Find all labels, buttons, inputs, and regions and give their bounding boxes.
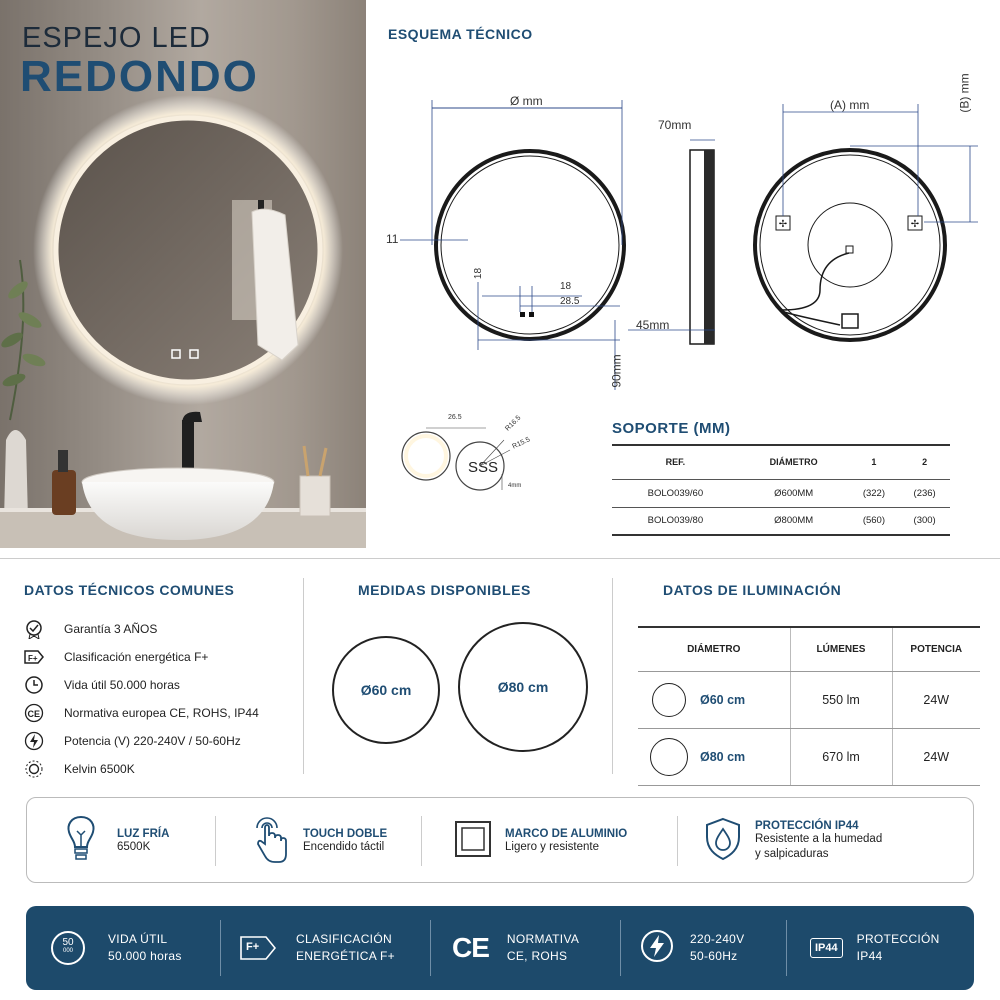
divider bbox=[620, 920, 621, 976]
divider bbox=[677, 816, 678, 866]
sizes-heading: MEDIDAS DISPONIBLES bbox=[358, 582, 531, 598]
divider bbox=[612, 578, 613, 774]
spec-text: Vida útil 50.000 horas bbox=[64, 678, 180, 692]
dim-45: 45mm bbox=[636, 318, 670, 332]
divider bbox=[220, 920, 221, 976]
dim-a: (A) mm bbox=[830, 98, 870, 112]
lighting-power: 24W bbox=[892, 671, 980, 728]
svg-text:✢: ✢ bbox=[778, 219, 788, 230]
technical-drawing bbox=[370, 60, 1000, 400]
dim-70: 70mm bbox=[658, 118, 692, 132]
table-cell: Ø600MM bbox=[739, 479, 849, 507]
dim-diameter: Ø mm bbox=[510, 94, 543, 108]
feature-title: PROTECCIÓN IP44 bbox=[755, 820, 859, 832]
dim-18-vertical: 18 bbox=[473, 267, 485, 280]
highlights-bar bbox=[26, 906, 974, 990]
lighting-table bbox=[638, 626, 980, 786]
highlight-power bbox=[640, 906, 744, 990]
support-heading: SOPORTE (MM) bbox=[612, 420, 731, 437]
feature-desc: 6500K bbox=[117, 840, 151, 853]
ce-mark-icon bbox=[24, 703, 44, 723]
divider bbox=[430, 920, 431, 976]
lighting-table-header bbox=[638, 627, 980, 671]
svg-text:✢: ✢ bbox=[910, 219, 920, 230]
highlight-line2: ENERGÉTICA F+ bbox=[296, 949, 395, 963]
lighting-lumens: 550 lm bbox=[790, 671, 892, 728]
lighting-col-power: POTENCIA bbox=[892, 627, 980, 671]
dim-18-horizontal: 18 bbox=[560, 281, 572, 292]
table-row bbox=[612, 507, 950, 535]
highlight-lifetime bbox=[50, 906, 182, 990]
lighting-heading: DATOS DE ILUMINACIÓN bbox=[663, 582, 842, 598]
icon-subtext: 000 bbox=[62, 948, 73, 954]
spec-power bbox=[24, 731, 241, 751]
feature-desc: Resistente a la humedad bbox=[755, 833, 883, 845]
support-col-diameter: DIÁMETRO bbox=[739, 445, 849, 479]
highlight-line1: NORMATIVA bbox=[506, 932, 580, 946]
dim-b: (B) mm bbox=[957, 73, 972, 113]
feature-cold-light bbox=[65, 798, 169, 884]
ce-icon: CE bbox=[452, 932, 489, 963]
common-heading: DATOS TÉCNICOS COMUNES bbox=[24, 582, 235, 598]
feature-desc: Ligero y resistente bbox=[505, 840, 599, 853]
table-cell: Ø800MM bbox=[739, 507, 849, 535]
lighting-diameter: Ø60 cm bbox=[700, 692, 746, 707]
feature-title: LUZ FRÍA bbox=[117, 827, 170, 840]
table-cell: (236) bbox=[899, 479, 950, 507]
svg-text:F+: F+ bbox=[28, 654, 38, 663]
sun-icon bbox=[24, 759, 44, 779]
clock-icon bbox=[24, 675, 44, 695]
lighting-col-lumens: LÚMENES bbox=[790, 627, 892, 671]
table-cell: BOLO039/60 bbox=[612, 479, 739, 507]
lighting-col-diameter: DIÁMETRO bbox=[638, 627, 790, 671]
f-plus-icon bbox=[240, 936, 276, 960]
divider bbox=[0, 558, 1000, 559]
dim-11: 11 bbox=[386, 232, 399, 246]
energy-label-icon bbox=[24, 647, 44, 667]
ip44-icon: IP44 bbox=[810, 938, 843, 958]
lifetime-50000-icon bbox=[50, 930, 86, 966]
support-col-2: 2 bbox=[899, 445, 950, 479]
divider bbox=[303, 578, 304, 774]
bracket-dim-4mm: 4mm bbox=[508, 483, 522, 489]
feature-title: TOUCH DOBLE bbox=[303, 827, 388, 840]
feature-touch bbox=[253, 798, 387, 884]
dim-28-5: 28.5 bbox=[560, 296, 580, 307]
icon-text: 50 bbox=[62, 937, 74, 948]
size-circle-icon bbox=[652, 683, 686, 717]
highlight-line1: PROTECCIÓN bbox=[856, 932, 940, 946]
bracket-dim-r15-5: R15.5 bbox=[511, 436, 532, 451]
hero-title-line2: REDONDO bbox=[20, 52, 259, 101]
dim-90: 90mm bbox=[609, 354, 624, 388]
hero-photo bbox=[0, 0, 366, 548]
highlight-protection bbox=[810, 906, 940, 990]
highlight-line1: VIDA ÚTIL bbox=[108, 932, 168, 946]
size-60-circle bbox=[332, 636, 440, 744]
spec-energy bbox=[24, 647, 208, 667]
spec-lifetime bbox=[24, 675, 180, 695]
divider bbox=[786, 920, 787, 976]
touch-hand-icon bbox=[253, 814, 289, 869]
size-circle-icon bbox=[650, 738, 688, 776]
table-cell bbox=[638, 728, 790, 785]
size-60-label: Ø60 cm bbox=[360, 682, 412, 698]
hero-title-line1: ESPEJO LED bbox=[22, 22, 211, 54]
divider bbox=[215, 816, 216, 866]
spec-text: Kelvin 6500K bbox=[64, 762, 135, 776]
table-row bbox=[638, 671, 980, 728]
spec-text: Clasificación energética F+ bbox=[64, 650, 209, 664]
support-table-header bbox=[612, 445, 950, 479]
svg-text:SSS: SSS bbox=[468, 459, 499, 476]
feature-ip44 bbox=[705, 798, 882, 884]
table-row bbox=[638, 728, 980, 785]
table-cell: (322) bbox=[849, 479, 900, 507]
water-shield-icon bbox=[705, 817, 741, 866]
feature-desc-2: y salpicaduras bbox=[755, 848, 829, 860]
table-cell bbox=[638, 671, 790, 728]
lighting-lumens: 670 lm bbox=[790, 728, 892, 785]
size-80-label: Ø80 cm bbox=[497, 679, 549, 695]
spec-kelvin bbox=[24, 759, 135, 779]
features-panel bbox=[26, 797, 974, 883]
lighting-diameter: Ø80 cm bbox=[700, 749, 746, 764]
bracket-dim-r16-5: R16.5 bbox=[504, 414, 523, 433]
svg-text:CE: CE bbox=[27, 709, 41, 719]
highlight-line1: 220-240V bbox=[690, 932, 745, 946]
icon-text: F+ bbox=[246, 941, 260, 953]
table-row bbox=[612, 479, 950, 507]
support-table bbox=[612, 444, 950, 536]
feature-desc: Encendido táctil bbox=[303, 840, 385, 853]
aluminium-frame-icon bbox=[455, 821, 491, 862]
table-cell: BOLO039/80 bbox=[612, 507, 739, 535]
badge-check-icon bbox=[24, 619, 44, 639]
lighting-power: 24W bbox=[892, 728, 980, 785]
table-cell: (560) bbox=[849, 507, 900, 535]
highlight-energy bbox=[240, 906, 395, 990]
support-col-ref: REF. bbox=[612, 445, 739, 479]
front-view-circle bbox=[436, 151, 624, 339]
spec-text: Potencia (V) 220-240V / 50-60Hz bbox=[64, 734, 241, 748]
feature-frame bbox=[455, 798, 627, 884]
bolt-icon bbox=[24, 731, 44, 751]
bulb-icon bbox=[65, 815, 97, 868]
divider bbox=[421, 816, 422, 866]
highlight-line2: 50-60Hz bbox=[690, 949, 738, 963]
spec-normative bbox=[24, 703, 259, 723]
highlight-line2: IP44 bbox=[856, 949, 883, 963]
size-80-circle bbox=[458, 622, 588, 752]
highlight-line1: CLASIFICACIÓN bbox=[296, 932, 392, 946]
highlight-line2: 50.000 horas bbox=[108, 949, 182, 963]
schematic-heading: ESQUEMA TÉCNICO bbox=[388, 26, 533, 42]
spec-warranty bbox=[24, 619, 157, 639]
support-col-1: 1 bbox=[849, 445, 900, 479]
bracket-dim-26-5: 26.5 bbox=[448, 414, 462, 421]
table-cell: (300) bbox=[899, 507, 950, 535]
highlight-normative bbox=[452, 906, 579, 990]
highlight-line2: CE, ROHS bbox=[506, 949, 568, 963]
spec-text: Garantía 3 AÑOS bbox=[64, 622, 158, 636]
bolt-circle-icon bbox=[640, 929, 674, 968]
feature-title: MARCO DE ALUMINIO bbox=[505, 827, 628, 840]
spec-text: Normativa europea CE, ROHS, IP44 bbox=[64, 706, 259, 720]
